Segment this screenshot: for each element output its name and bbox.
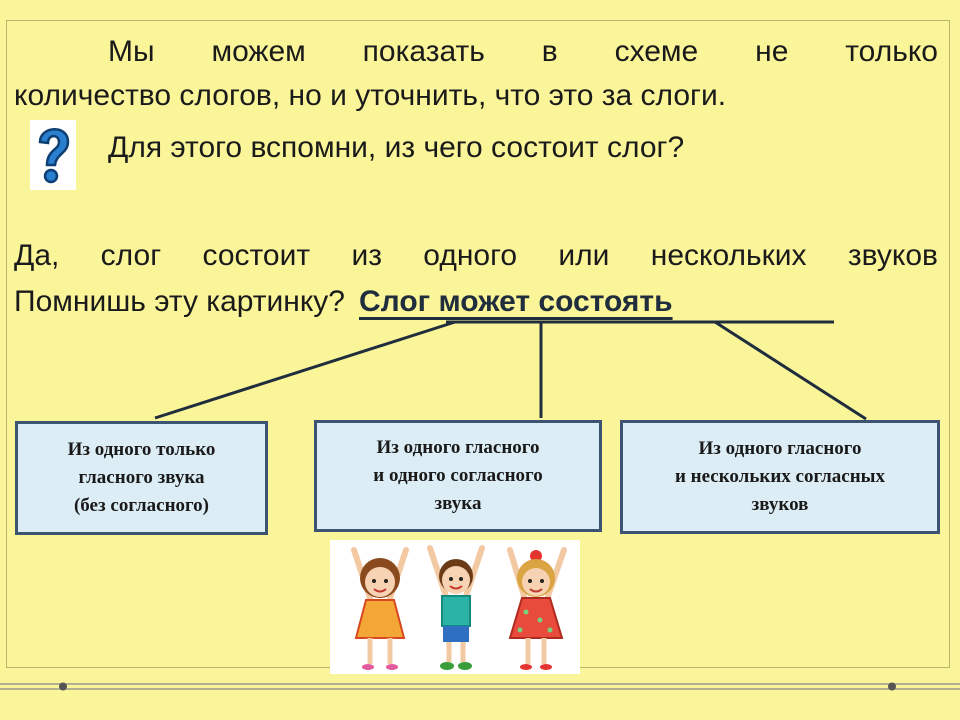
question-mark-icon [30,120,76,190]
children-illustration [330,540,580,674]
syllable-type-box-vowel-only: Из одного только гласного звука (без согласного) [15,421,268,535]
intro-line-1: Мы можем показать в схеме не только [108,35,938,68]
bottom-decorative-rule [0,678,960,698]
syllable-type-box-vowel-consonant: Из одного гласного и одного согласного звука [314,420,602,532]
rule-dot-right [888,683,896,691]
syllable-type-box-vowel-consonants: Из одного гласного и нескольких согласных звуков [620,420,940,534]
answer-line-2 [14,280,673,324]
answer-line-1: Да, слог состоит из одного или нескольких звуков [14,239,938,272]
diagram-heading: Слог может состоять [359,285,673,318]
answer-question: Помнишь эту картинку? [14,285,345,318]
question-text: Для этого вспомни, из чего состоит слог? [108,131,685,164]
rule-dot-left [59,683,67,691]
intro-line-2: количество слогов, но и уточнить, что это за слоги. [14,79,727,112]
